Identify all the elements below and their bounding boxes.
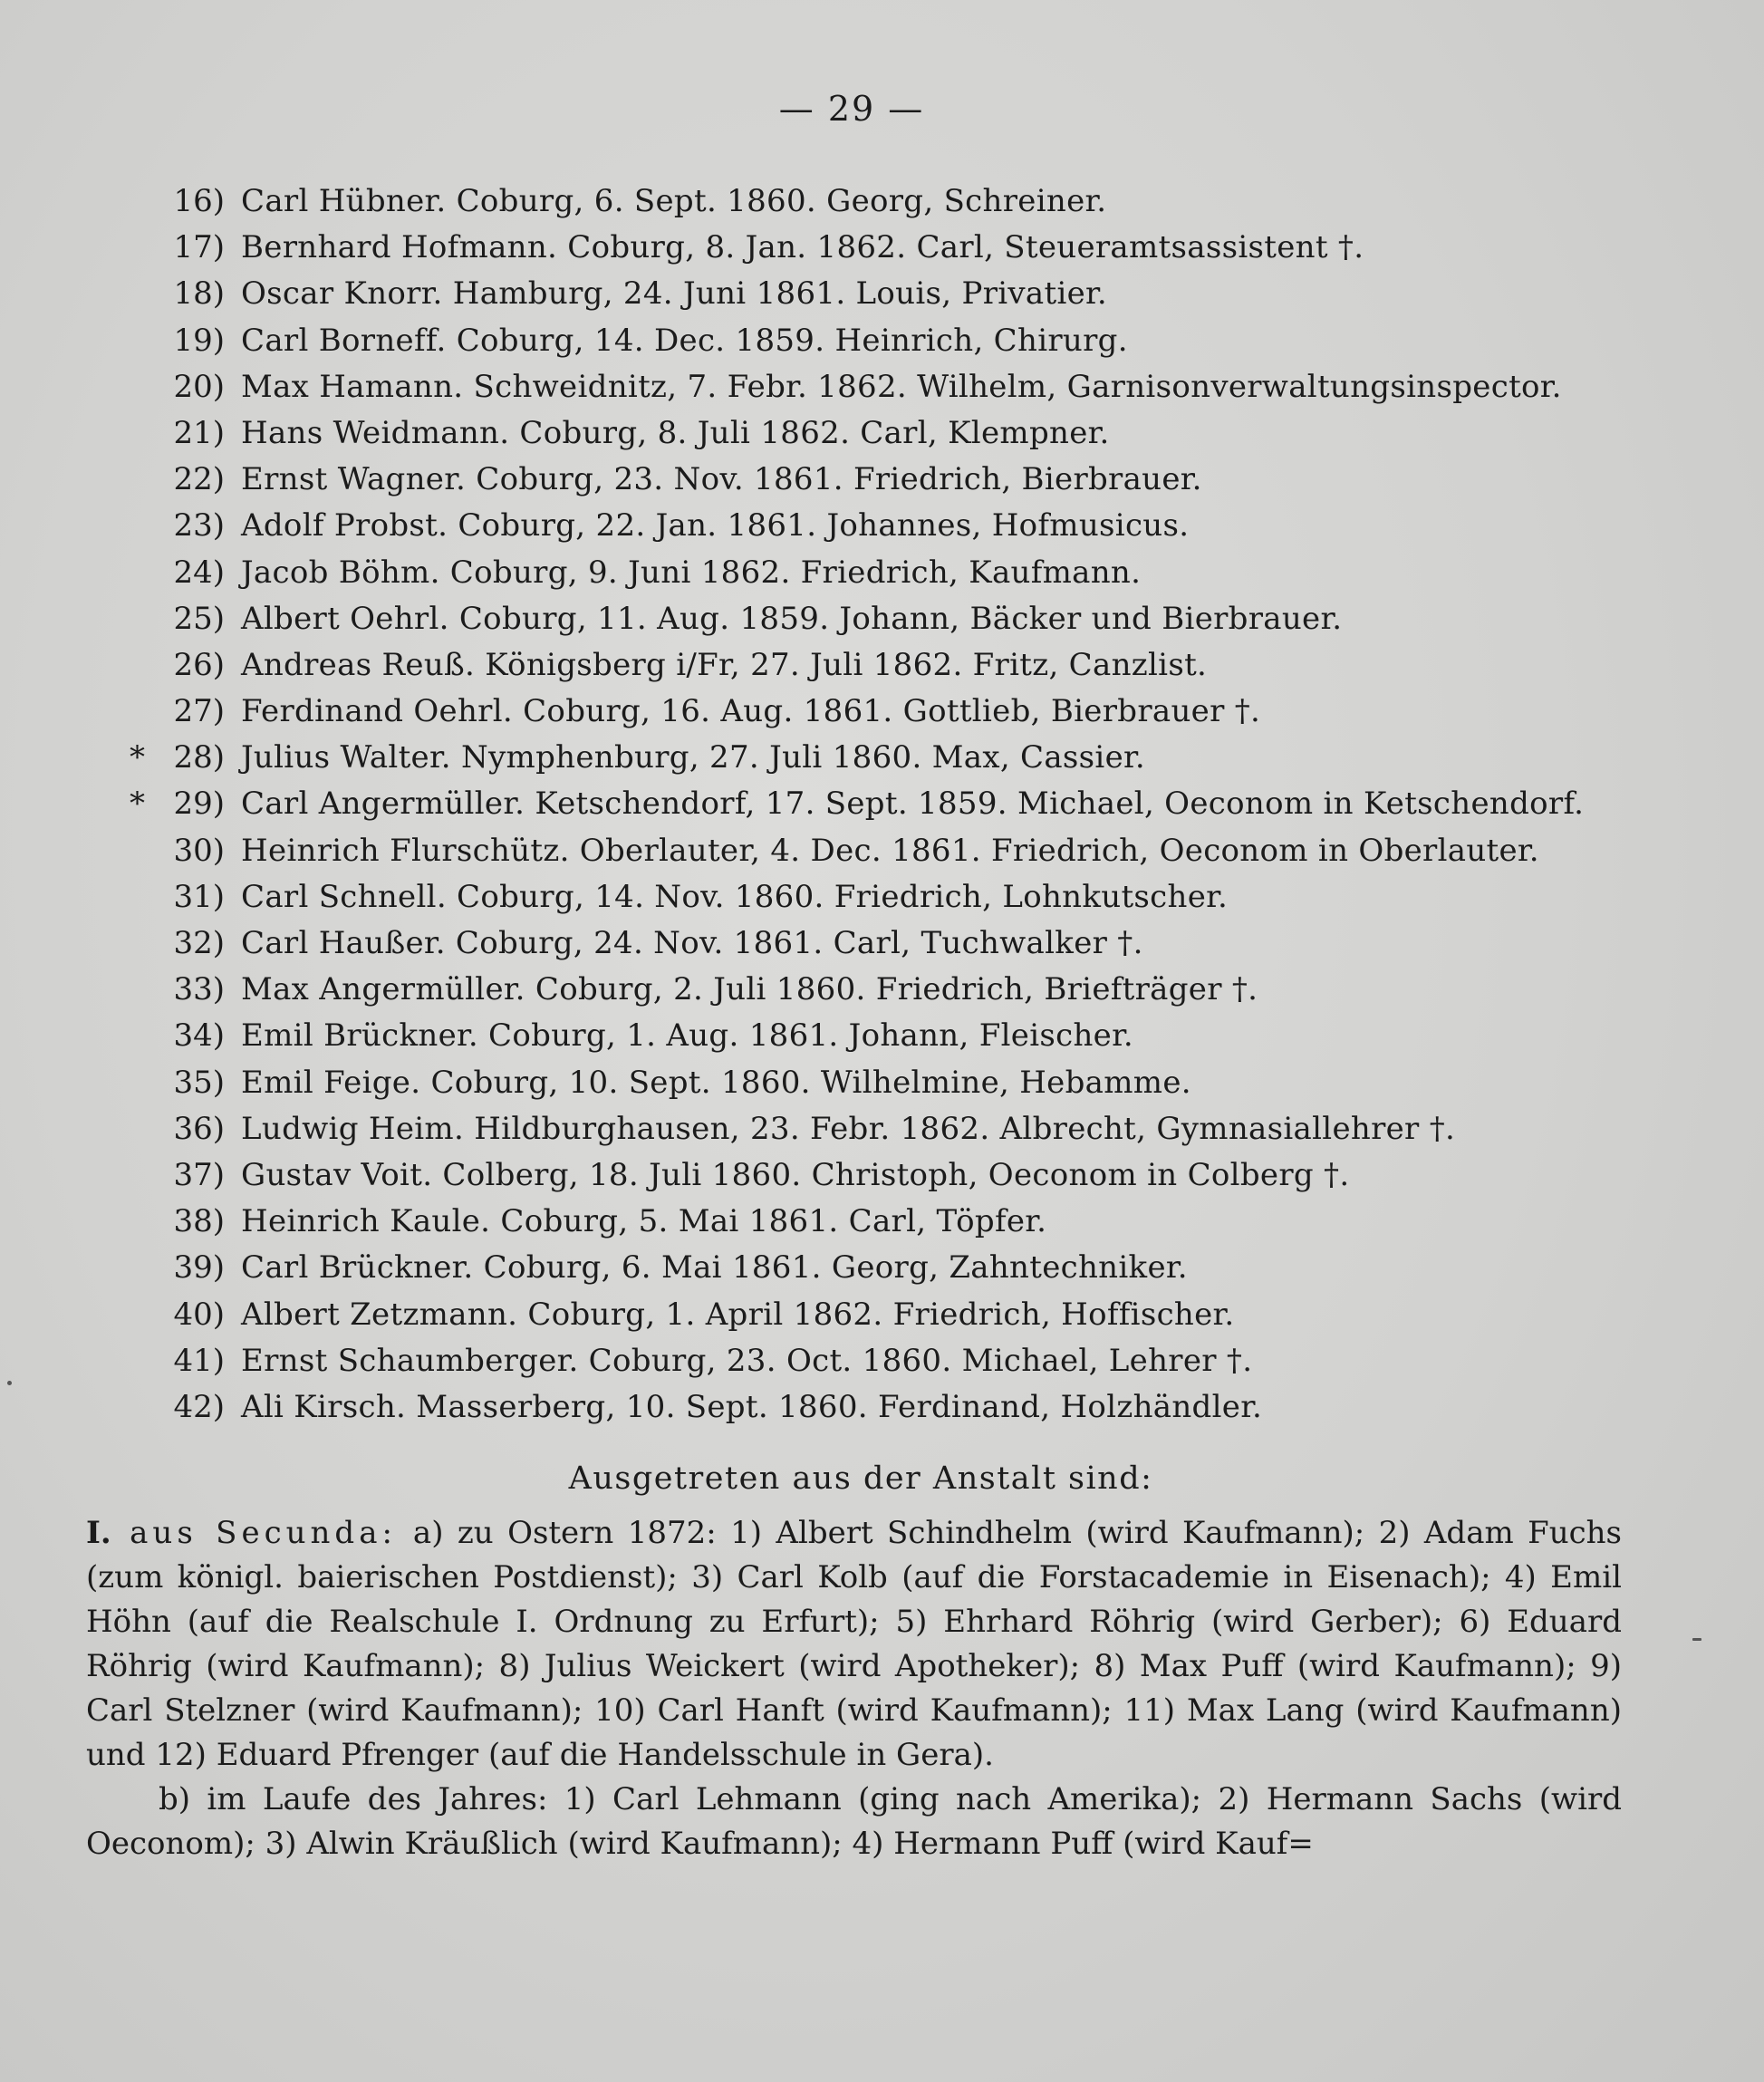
entry-text: Albert Oehrl. Coburg, 11. Aug. 1859. Johann, Bäcker und Bierbrauer.	[241, 600, 1343, 637]
entry-number: 31)	[173, 878, 225, 915]
list-item	[109, 1157, 1667, 1203]
entry-number: 36)	[173, 1110, 225, 1147]
entry-number: 17)	[173, 229, 225, 266]
entry-text: Jacob Böhm. Coburg, 9. Juni 1862. Friedrich, Kaufmann.	[241, 554, 1142, 591]
entry-text: Adolf Probst. Coburg, 22. Jan. 1861. Johannes, Hofmusicus.	[241, 507, 1190, 545]
entry-number: 33)	[173, 971, 225, 1008]
entry-number: 42)	[173, 1388, 225, 1425]
entry-text: Ferdinand Oehrl. Coburg, 16. Aug. 1861. Gottlieb, Bierbrauer †.	[241, 693, 1261, 730]
entry-text: Oscar Knorr. Hamburg, 24. Juni 1861. Louis, Privatier.	[241, 275, 1107, 313]
entry-number: 23)	[173, 507, 225, 545]
list-item	[109, 415, 1667, 461]
entry-text: Heinrich Flurschütz. Oberlauter, 4. Dec. 1861. Friedrich, Oeconom in Oberlauter.	[241, 832, 1539, 869]
list-item	[109, 461, 1667, 507]
list-item	[109, 601, 1667, 647]
list-item	[109, 1343, 1667, 1389]
list-item	[109, 229, 1667, 275]
entry-text: Carl Brückner. Coburg, 6. Mai 1861. Georg, Zahntechniker.	[241, 1249, 1188, 1287]
entry-text: Ernst Wagner. Coburg, 23. Nov. 1861. Friedrich, Bierbrauer.	[241, 461, 1202, 498]
entry-number: 28)	[173, 739, 225, 776]
list-item	[109, 507, 1667, 554]
departed-section	[86, 1511, 1622, 1866]
list-item	[109, 183, 1667, 229]
list-item	[109, 275, 1667, 322]
entry-number: 27)	[173, 693, 225, 730]
list-item	[109, 925, 1667, 971]
entry-number: 22)	[173, 461, 225, 498]
list-item	[109, 833, 1667, 879]
paragraph-a-text: a) zu Ostern 1872: 1) Albert Schindhelm (wird Kaufmann); 2) Adam Fuchs (zum königl. baierischen Postdienst); 3) Carl Kolb (auf die Forstacademie in Eisenach); 4) Emil Höhn (auf die Realschule I. Ordnung zu Erfurt); 5) Ehrhard Röhrig (wird Gerber); 6) Eduard Röhrig (wird Kaufmann); 8) Julius Weickert (wird Apotheker); 8) Max Puff (wird Kaufmann); 9) Carl Stelzner (wird Kaufmann); 10) Carl Hanft (wird Kaufmann); 11) Max Lang (wird Kaufmann) und 12) Eduard Pfrenger (auf die Handelsschule in Gera).	[86, 1515, 1622, 1773]
entry-number: 19)	[173, 322, 225, 359]
page-number: — 29 —	[778, 89, 925, 129]
entry-number: 25)	[173, 600, 225, 637]
entry-text: Bernhard Hofmann. Coburg, 8. Jan. 1862. Carl, Steueramtsassistent †.	[241, 229, 1364, 266]
list-item	[109, 739, 1667, 786]
entry-number: 24)	[173, 554, 225, 591]
list-item	[109, 647, 1667, 693]
entry-text: Emil Feige. Coburg, 10. Sept. 1860. Wilhelmine, Hebamme.	[241, 1064, 1191, 1101]
entry-text: Heinrich Kaule. Coburg, 5. Mai 1861. Carl, Töpfer.	[241, 1203, 1047, 1240]
entry-number: 39)	[173, 1249, 225, 1287]
entry-number: 35)	[173, 1064, 225, 1101]
entry-number: 26)	[173, 646, 225, 683]
list-item	[109, 1203, 1667, 1249]
entry-text: Carl Hübner. Coburg, 6. Sept. 1860. Georg, Schreiner.	[241, 183, 1107, 219]
entry-asterisk: *	[130, 786, 145, 823]
entry-text: Andreas Reuß. Königsberg i/Fr, 27. Juli 1862. Fritz, Canzlist.	[241, 646, 1208, 683]
student-list	[109, 183, 1667, 1435]
entry-asterisk: *	[130, 739, 145, 776]
entry-text: Hans Weidmann. Coburg, 8. Juli 1862. Carl, Klempner.	[241, 414, 1110, 451]
list-item	[109, 323, 1667, 369]
entry-text: Max Angermüller. Coburg, 2. Juli 1860. Friedrich, Briefträger †.	[241, 971, 1258, 1008]
entry-text: Julius Walter. Nymphenburg, 27. Juli 1860. Max, Cassier.	[241, 739, 1145, 776]
entry-number: 20)	[173, 368, 225, 405]
entry-text: Carl Angermüller. Ketschendorf, 17. Sept. 1859. Michael, Oeconom in Ketschendorf.	[241, 786, 1585, 823]
entry-text: Carl Haußer. Coburg, 24. Nov. 1861. Carl, Tuchwalker †.	[241, 925, 1143, 961]
list-item	[109, 554, 1667, 601]
entry-text: Ernst Schaumberger. Coburg, 23. Oct. 1860. Michael, Lehrer †.	[241, 1342, 1253, 1379]
list-item	[109, 1296, 1667, 1343]
list-item	[109, 1249, 1667, 1296]
entry-number: 38)	[173, 1203, 225, 1240]
paragraph-secunda-a	[86, 1511, 1622, 1778]
list-item	[109, 879, 1667, 925]
entry-text: Max Hamann. Schweidnitz, 7. Febr. 1862. Wilhelm, Garnisonverwaltungsinspector.	[241, 368, 1562, 405]
entry-text: Ali Kirsch. Masserberg, 10. Sept. 1860. Ferdinand, Holzhändler.	[241, 1388, 1263, 1425]
entry-number: 32)	[173, 925, 225, 961]
list-item	[109, 1065, 1667, 1111]
entry-text: Gustav Voit. Colberg, 18. Juli 1860. Christoph, Oeconom in Colberg †.	[241, 1156, 1350, 1193]
entry-number: 18)	[173, 275, 225, 313]
list-item	[109, 971, 1667, 1017]
entry-number: 40)	[173, 1296, 225, 1333]
list-item	[109, 1389, 1667, 1435]
entry-number: 30)	[173, 832, 225, 869]
entry-number: 16)	[173, 183, 225, 219]
list-item	[109, 1111, 1667, 1157]
entry-text: Albert Zetzmann. Coburg, 1. April 1862. Friedrich, Hoffischer.	[241, 1296, 1235, 1333]
entry-number: 34)	[173, 1017, 225, 1055]
entry-number: 41)	[173, 1342, 225, 1379]
entry-text: Emil Brückner. Coburg, 1. Aug. 1861. Johann, Fleischer.	[241, 1017, 1134, 1055]
section-label: I. aus Secunda:	[86, 1515, 397, 1551]
list-item	[109, 786, 1667, 832]
entry-number: 37)	[173, 1156, 225, 1193]
list-item	[109, 1017, 1667, 1064]
paragraph-secunda-b: b) im Laufe des Jahres: 1) Carl Lehmann (ging nach Amerika); 2) Hermann Sachs (wird Oeconom); 3) Alwin Kräußlich (wird Kaufmann); 4) Hermann Puff (wird Kauf=	[86, 1781, 1622, 1862]
paper-speck	[1692, 1638, 1701, 1641]
departed-heading: Ausgetreten aus der Anstalt sind:	[568, 1460, 1153, 1497]
list-item	[109, 369, 1667, 415]
entry-text: Carl Schnell. Coburg, 14. Nov. 1860. Friedrich, Lohnkutscher.	[241, 878, 1229, 915]
entry-number: 29)	[173, 786, 225, 823]
list-item	[109, 693, 1667, 739]
entry-text: Carl Borneff. Coburg, 14. Dec. 1859. Heinrich, Chirurg.	[241, 322, 1128, 359]
entry-text: Ludwig Heim. Hildburghausen, 23. Febr. 1862. Albrecht, Gymnasiallehrer †.	[241, 1110, 1456, 1147]
entry-number: 21)	[173, 414, 225, 451]
paper-speck	[7, 1381, 12, 1385]
